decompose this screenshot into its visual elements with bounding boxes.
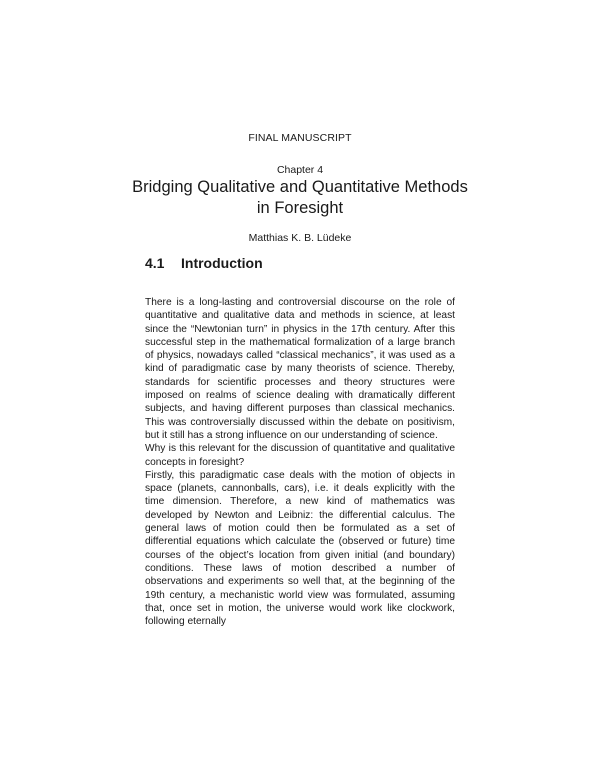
chapter-title-line-2: in Foresight: [256, 199, 344, 217]
manuscript-label: FINAL MANUSCRIPT: [248, 132, 352, 144]
paragraph: Why is this relevant for the discussion of quantitative and qualitative concepts in foresight?: [145, 443, 455, 468]
section-heading: [145, 255, 263, 271]
paragraph: Firstly, this paradigmatic case deals with the motion of objects in space (planets, cannonballs, cars), i.e. it deals explicitly with the time dimension. Therefore, a new kind of mathematics was developed by Newton and Leibniz: the differential calculus. The general laws of motion could then be formulated as a set of differential equations which calculate the (observed or future) time courses of the object’s location from given initial (and boundary) conditions. These laws of motion described a number of observations and experiments so well that, at the beginning of the 19th century, a mechanistic world view was formulated, assuming that, once set in motion, the universe would work like clockwork, following eternally: [145, 469, 455, 628]
author-name: Matthias K. B. Lüdeke: [248, 232, 352, 244]
chapter-title-line-1: Bridging Qualitative and Quantitative Methods: [132, 178, 468, 196]
section-number: 4.1: [145, 255, 165, 271]
body-text: [145, 296, 455, 628]
paragraph: There is a long-lasting and controversial discourse on the role of quantitative and qualitative data and methods in science, at least since the “Newtonian turn” in physics in the 17th century. After this successful step in the mathematical formalization of a large branch of physics, nowadays called “classical mechanics”, it was used as a kind of paradigmatic case by many theorists of science. Thereby, standards for scientific processes and theory structures were imposed on realms of science dealing with dramatically different subjects, and having different purposes than classical mechanics. This was controversially discussed within the debate on positivism, but it still has a strong influence on our understanding of science.: [145, 297, 455, 441]
chapter-label: Chapter 4: [276, 164, 324, 176]
chapter-title: [0, 177, 600, 219]
section-title: Introduction: [181, 255, 263, 271]
